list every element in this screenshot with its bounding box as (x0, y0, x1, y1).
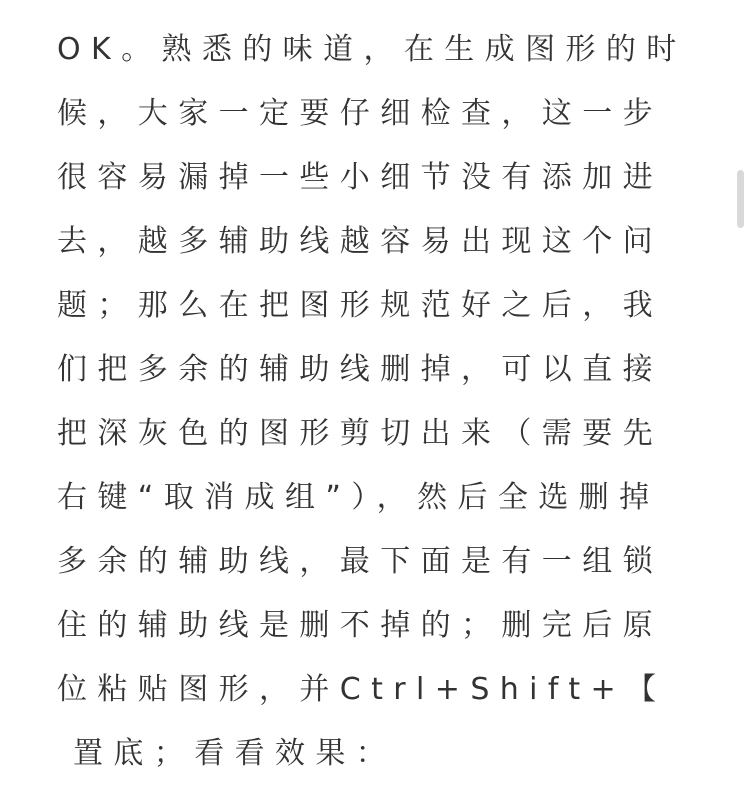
text-line: 多余的辅助线，最下面是有一组锁 (57, 544, 663, 579)
text-line: OK。熟悉的味道，在生成图形的时 (57, 32, 687, 67)
text-line: 位粘贴图形，并Ctrl+Shift+【 (57, 672, 667, 707)
scrollbar-thumb[interactable] (737, 170, 744, 228)
text-line: 们把多余的辅助线删掉，可以直接 (57, 352, 663, 387)
text-line: 右键“取消成组”），然后全选删掉 (57, 480, 660, 515)
text-line: 去，越多辅助线越容易出现这个问 (57, 224, 663, 259)
text-line: 住的辅助线是删不掉的；删完后原 (57, 608, 663, 643)
text-line: 把深灰色的图形剪切出来（需要先 (57, 416, 663, 451)
text-line: 题；那么在把图形规范好之后，我 (57, 288, 663, 323)
article-body (57, 18, 697, 786)
text-line: 很容易漏掉一些小细节没有添加进 (57, 160, 663, 195)
text-line: 置底；看看效果： (73, 736, 397, 771)
text-line: 候，大家一定要仔细检查，这一步 (57, 96, 663, 131)
